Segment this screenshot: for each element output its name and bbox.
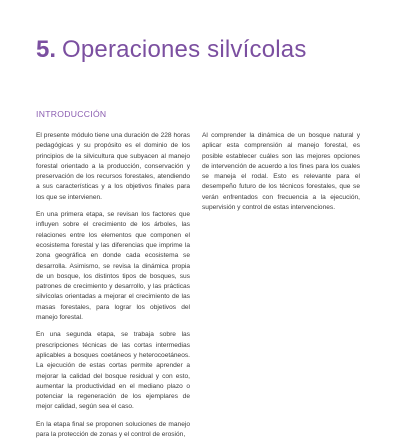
paragraph: En la etapa final se proponen soluciones de manejo para la protección de zonas y el control de erosión, (36, 420, 190, 439)
left-text-column (36, 131, 190, 447)
right-text-column (202, 131, 360, 220)
paragraph: En una primera etapa, se revisan los factores que influyen sobre el crecimiento de los árboles, las relaciones entre los elementos que componen el ecosistema forestal y las diferencias que imprime la zona geográfica en donde cada ecosistema se desarrolla. Asimismo, se revisa la dinámica propia de un bosque, los distintos tipos de bosques, sus patrones de crecimiento y desarrollo, y las prácticas silvícolas orientadas a mejorar el crecimiento de las masas forestales, para lograr los objetivos del manejo forestal. (36, 211, 190, 322)
paragraph: El presente módulo tiene una duración de 228 horas pedagógicas y su propósito es el dominio de los principios de la silvicultura que subyacen al manejo forestal orientado a la producción, conservación y preservación de los recursos forestales, atendiendo a sus características y a los objetivos finales para los que se intervienen. (36, 132, 190, 201)
chapter-title-text: Operaciones silvícolas (62, 36, 307, 63)
section-heading: INTRODUCCIÓN (36, 109, 107, 119)
paragraph: En una segunda etapa, se trabaja sobre las prescripciones técnicas de las cortas intermedias aplicables a bosques coetáneos y heterocoetáneos. La ejecución de estas cortas permite aprender a mejorar la calidad del bosque residual y con esto, aumentar la productividad en el mediano plazo o potenciar la regeneración de los ejemplares de mejor calidad, según sea el caso. (36, 331, 190, 411)
chapter-number: 5. (36, 36, 57, 63)
chapter-title (36, 37, 336, 62)
paragraph: Al comprender la dinámica de un bosque natural y aplicar esta comprensión al manejo forestal, es posible establecer cuáles son las mejores opciones de intervención de acuerdo a los fines para los cuales se maneja el rodal. Esto es relevante para el desempeño futuro de los técnicos forestales, que se verán enfrentados con frecuencia a la ejecución, supervisión y control de estas intervenciones. (202, 132, 360, 212)
